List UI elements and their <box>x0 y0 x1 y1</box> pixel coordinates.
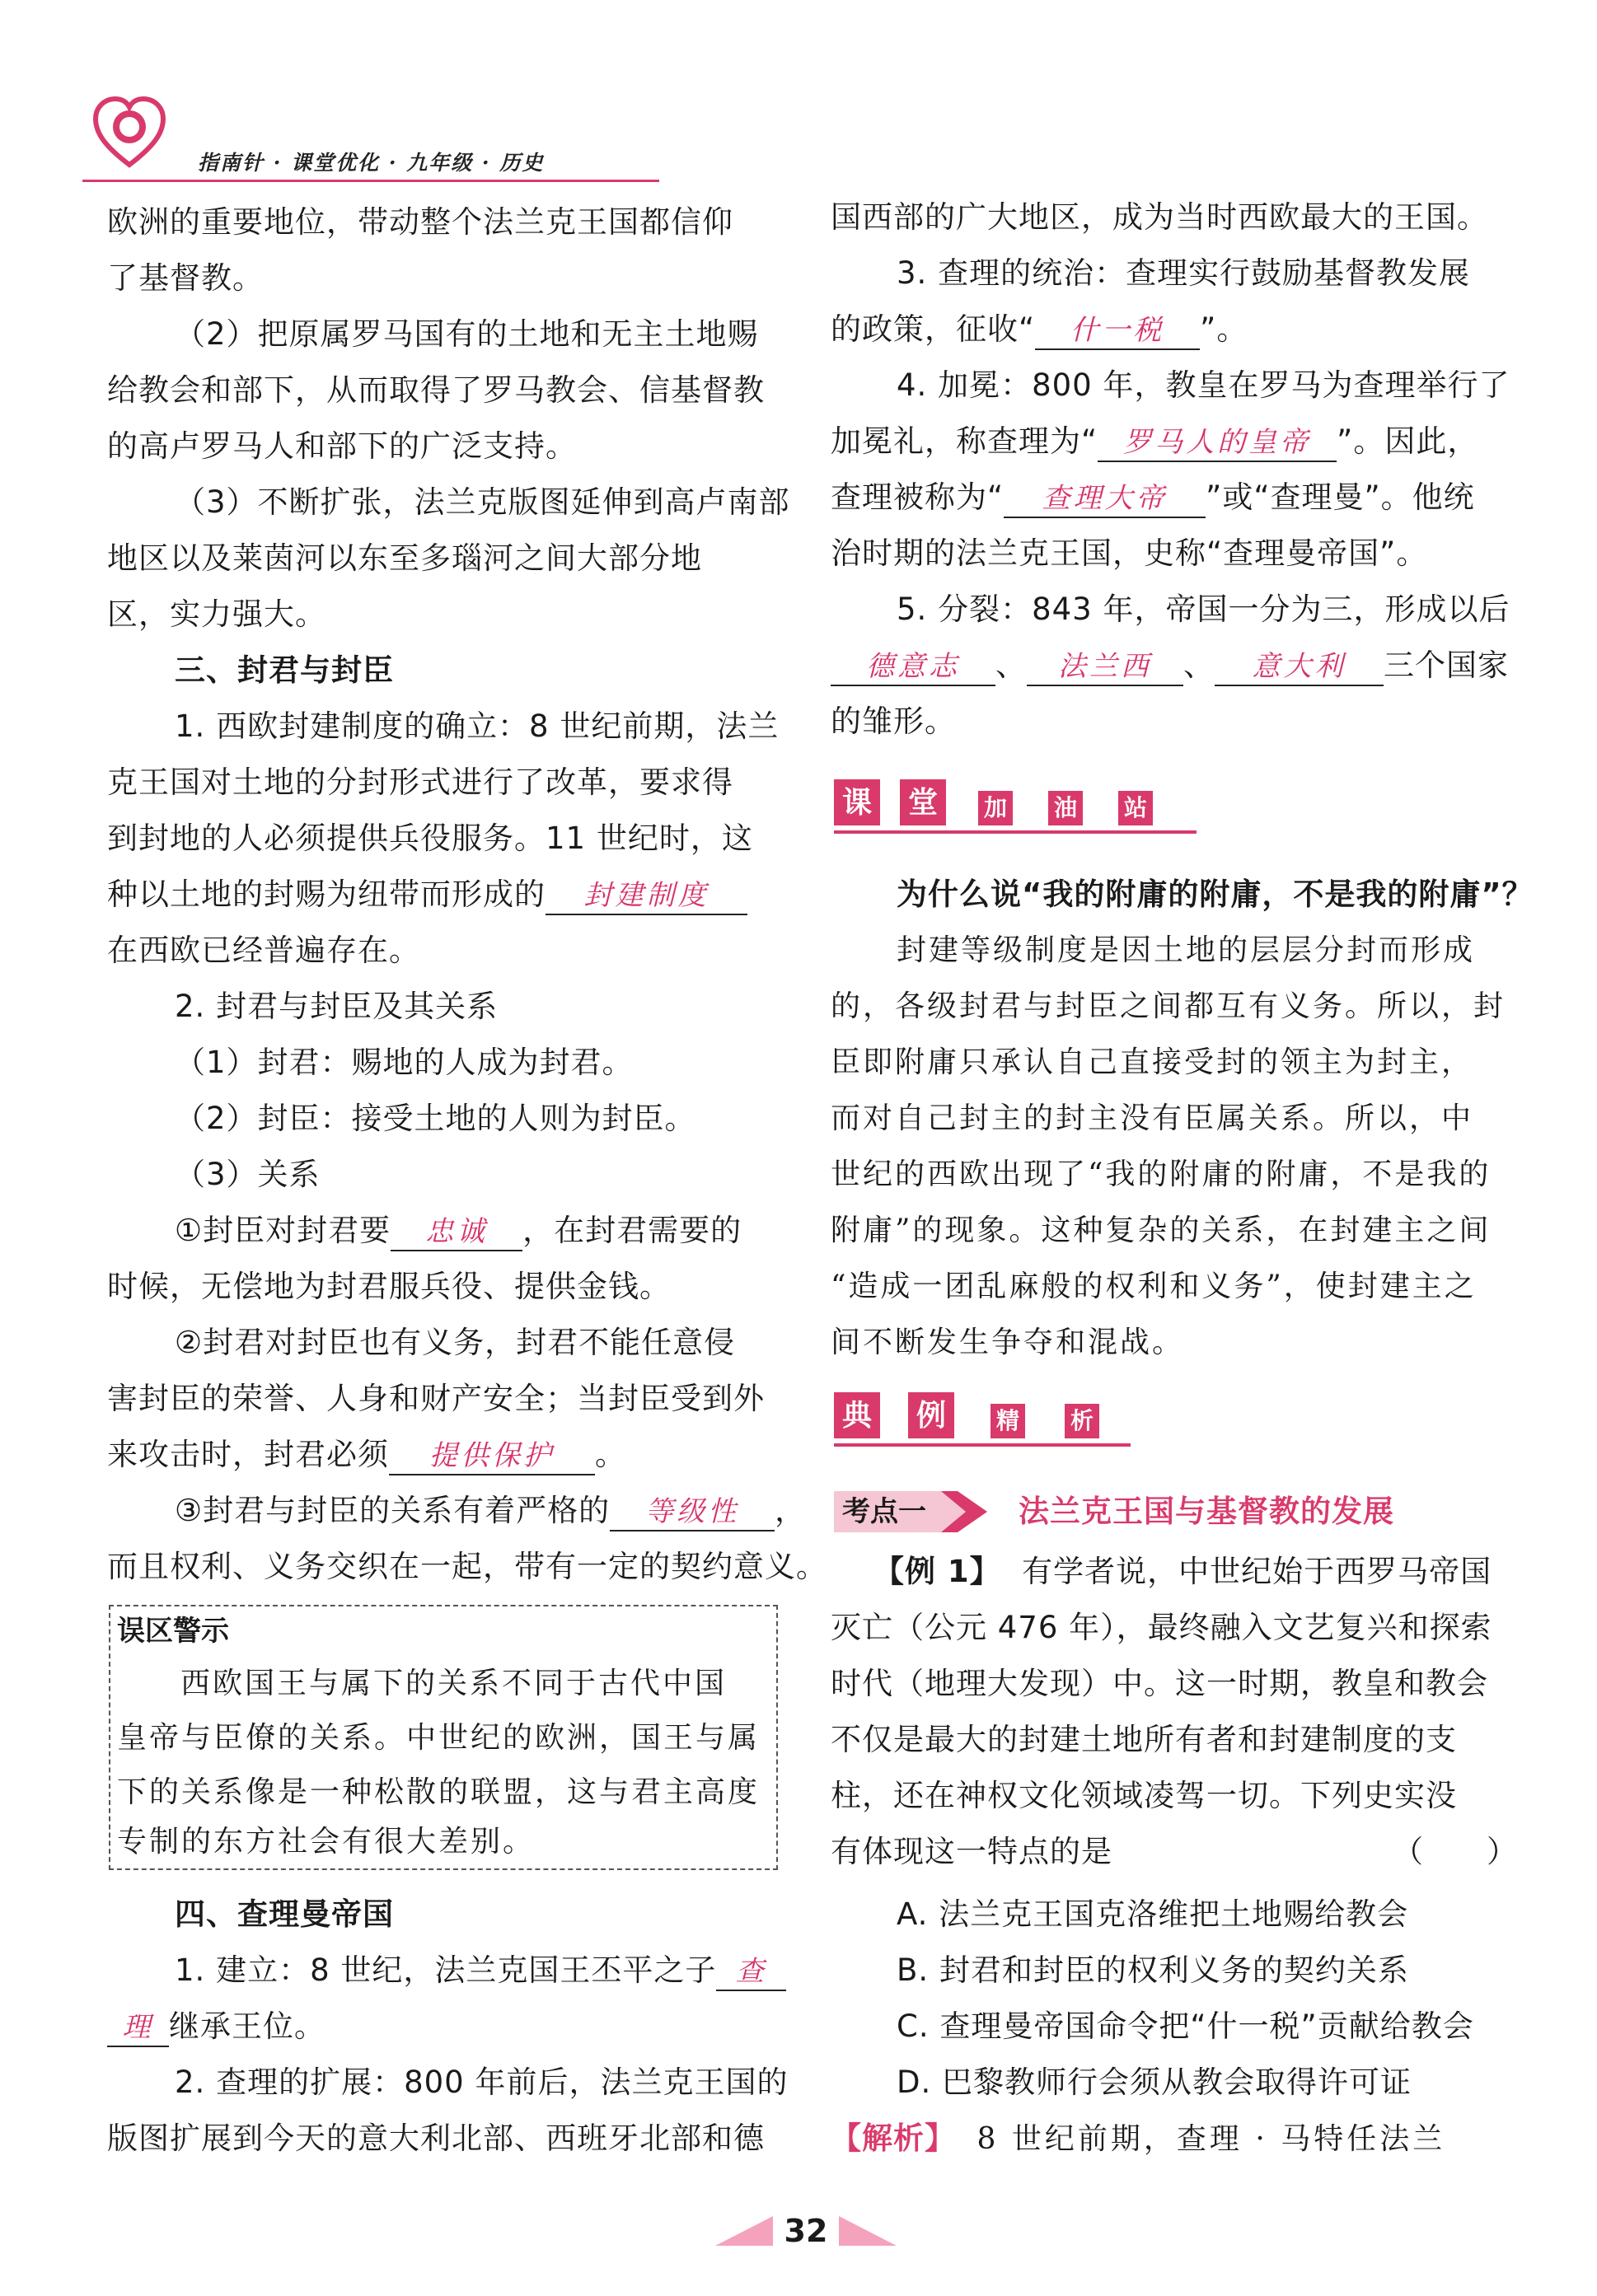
question-answer-2: 的，各级封君与封臣之间都互有义务。所以，封 <box>831 989 1506 1023</box>
analysis-line-1 <box>831 2111 1445 2167</box>
answer-tithe: 什一税 <box>1070 314 1165 347</box>
question-answer-3: 臣即附庸只承认自己直接受封的领主为封主， <box>831 1045 1474 1079</box>
analysis-line-1-text: 8 世纪前期，查理 · 马特任法兰 <box>976 2122 1446 2156</box>
left-s4-1a <box>175 1943 786 1999</box>
answer-france: 法兰西 <box>1058 650 1152 683</box>
right-c1: 国西部的广大地区，成为当时西欧最大的王国。 <box>831 199 1488 235</box>
banner1-char-3: 加 <box>978 791 1013 825</box>
header-divider <box>82 180 659 182</box>
answer-blank-tithe <box>1035 311 1200 350</box>
left-r2b: 害封臣的荣誉、人身和财产安全；当封臣受到外 <box>107 1381 765 1416</box>
left-r1a-post: ，在封君需要的 <box>522 1213 742 1248</box>
right-c2b-pre: 的政策，征收“ <box>831 311 1036 347</box>
answer-charlemagne: 查理大帝 <box>1042 482 1168 515</box>
banner1-char-4: 油 <box>1048 791 1083 825</box>
banner2-char-4: 析 <box>1065 1404 1099 1438</box>
answer-blank-charles-2 <box>107 2008 169 2047</box>
answer-blank-italy <box>1215 647 1384 686</box>
answer-charles-1: 查 <box>735 1955 767 1988</box>
left-r3a <box>175 1483 806 1539</box>
header-subtitle: 指南针 · 课堂优化 · 九年级 · 历史 <box>198 151 545 175</box>
answer-feudal-system: 封建制度 <box>583 879 710 912</box>
banner2-char-1: 典 <box>834 1392 880 1438</box>
banner1-char-1: 课 <box>834 779 880 825</box>
left-r2a: ②封君对封臣也有义务，封君不能任意侵 <box>175 1325 736 1360</box>
key-point-label: 考点一 <box>842 1495 926 1528</box>
left-s4-1a-pre: 1. 建立：8 世纪，法兰克国王丕平之子 <box>175 1952 717 1988</box>
right-c4b-sep2: 、 <box>1183 648 1215 683</box>
answer-roman-emperor: 罗马人的皇帝 <box>1123 426 1312 459</box>
question-answer-7: “造成一团乱麻般的权利和义务”，使封建主之 <box>831 1270 1477 1303</box>
answer-germany: 德意志 <box>866 650 960 683</box>
option-c: C. 查理曼帝国命令把“什一税”贡献给教会 <box>897 2008 1474 2044</box>
left-p2a: （2）把原属罗马国有的土地和无主土地赐 <box>175 316 759 352</box>
left-s3-2-3: （3）关系 <box>175 1157 321 1192</box>
left-p1b: 了基督教。 <box>107 260 264 296</box>
banner-classroom-boost <box>834 779 1197 837</box>
left-s4-1b-post: 继承王位。 <box>169 2008 325 2044</box>
key-point-title: 法兰克王国与基督教的发展 <box>1019 1494 1394 1529</box>
answer-blank-roman-emperor <box>1098 423 1337 462</box>
left-s3-1e: 在西欧已经普遍存在。 <box>107 933 420 968</box>
banner-classroom-boost-underline <box>834 830 1197 834</box>
answer-italy: 意大利 <box>1252 650 1346 683</box>
left-p2b: 给教会和部下，从而取得了罗马教会、信基督教 <box>107 372 765 408</box>
example-line-6: 有体现这一特点的是 <box>831 1834 1112 1869</box>
example-line-3: 时代（地理大发现）中。这一时期，教皇和教会 <box>831 1666 1488 1701</box>
example-label: 【例 1】 <box>873 1554 1001 1589</box>
left-p1a: 欧洲的重要地位，带动整个法兰克王国都信仰 <box>107 204 733 240</box>
question-answer-4: 而对自己封主的封主没有臣属关系。所以，中 <box>831 1101 1474 1135</box>
answer-blank-france <box>1027 647 1183 686</box>
warning-title: 误区警示 <box>117 1615 229 1648</box>
left-r2c-pre: 来攻击时，封君必须 <box>107 1437 389 1472</box>
question-answer-8: 间不断发生争夺和混战。 <box>831 1326 1185 1359</box>
logo-heart-icon <box>89 92 170 173</box>
left-r2c-post: 。 <box>595 1437 626 1472</box>
right-c4b <box>831 638 1509 694</box>
example-line-2: 灭亡（公元 476 年），最终融入文艺复兴和探索 <box>831 1610 1492 1645</box>
left-s3-1d <box>107 867 747 923</box>
left-s3-2: 2. 封君与封臣及其关系 <box>175 989 499 1024</box>
left-s4-2b: 版图扩展到今天的意大利北部、西班牙北部和德 <box>107 2121 765 2156</box>
right-c3c-post: ”或“查理曼”。他统 <box>1206 479 1475 515</box>
left-r3a-post: ， <box>775 1493 807 1528</box>
right-c3b-post: ”。因此， <box>1337 423 1479 459</box>
right-c2a: 3. 查理的统治：查理实行鼓励基督教发展 <box>897 255 1471 291</box>
answer-blank-charles-1 <box>716 1952 786 1991</box>
answer-blank-feudal-system <box>546 876 747 915</box>
warning-line-a: 西欧国王与属下的关系不同于古代中国 <box>180 1667 728 1700</box>
example-line-5: 柱，还在神权文化领域凌驾一切。下列史实没 <box>831 1778 1457 1813</box>
question-answer-1: 封建等级制度是因土地的层层分封而形成 <box>897 933 1476 967</box>
right-c2b <box>831 302 1248 358</box>
left-r3b: 而且权利、义务交织在一起，带有一定的契约意义。 <box>107 1549 827 1584</box>
left-r3a-pre: ③封君与封臣的关系有着严格的 <box>175 1493 611 1528</box>
section4-title: 四、查理曼帝国 <box>175 1896 394 1932</box>
banner1-char-2: 堂 <box>900 779 946 825</box>
answer-loyalty: 忠诚 <box>425 1215 489 1248</box>
right-c3a: 4. 加冕：800 年，教皇在罗马为查理举行了 <box>897 367 1510 403</box>
warning-line-d: 专制的东方社会有很大差别。 <box>117 1825 536 1859</box>
right-c3b <box>831 414 1478 470</box>
left-s3-2-2: （2）封臣：接受土地的人则为封臣。 <box>175 1101 696 1136</box>
answer-blank-charlemagne <box>1004 479 1206 518</box>
left-r2c <box>107 1427 626 1483</box>
left-p3c: 区，实力强大。 <box>107 596 326 632</box>
question-answer-6: 附庸”的现象。这种复杂的关系，在封建主之间 <box>831 1213 1492 1247</box>
right-c3d: 治时期的法兰克王国，史称“查理曼帝国”。 <box>831 535 1428 571</box>
question-answer-5: 世纪的西欧出现了“我的附庸的附庸，不是我的 <box>831 1157 1492 1191</box>
answer-protection: 提供保护 <box>429 1439 555 1472</box>
answer-blank-germany <box>831 647 995 686</box>
question-title: 为什么说“我的附庸的附庸，不是我的附庸”？ <box>897 877 1534 912</box>
key-point-tag <box>834 1488 991 1536</box>
option-a: A. 法兰克王国克洛维把土地赐给教会 <box>897 1896 1409 1932</box>
answer-parentheses: （ ） <box>1393 1834 1518 1869</box>
left-r1a-pre: ①封臣对封君要 <box>175 1213 391 1248</box>
option-d: D. 巴黎教师行会须从教会取得许可证 <box>897 2065 1412 2100</box>
left-p3a: （3）不断扩张，法兰克版图延伸到高卢南部 <box>175 484 790 520</box>
logo <box>89 92 170 173</box>
example-line-1-text: 有学者说，中世纪始于西罗马帝国 <box>1022 1554 1492 1589</box>
right-c3c <box>831 470 1475 526</box>
left-s3-1c: 到封地的人必须提供兵役服务。11 世纪时，这 <box>107 821 753 856</box>
left-s3-1d-text: 种以土地的封赐为纽带而形成的 <box>107 877 546 912</box>
answer-blank-loyalty <box>391 1212 522 1251</box>
banner-example-analysis <box>834 1392 1131 1450</box>
banner-example-analysis-underline <box>834 1443 1131 1447</box>
right-c4c: 的雏形。 <box>831 704 956 739</box>
example-line-1 <box>873 1544 1492 1600</box>
answer-blank-protection <box>389 1436 595 1475</box>
left-s4-2a: 2. 查理的扩展：800 年前后，法兰克王国的 <box>175 2065 789 2100</box>
left-s3-2-1: （1）封君：赐地的人成为封君。 <box>175 1045 634 1080</box>
analysis-label: 【解析】 <box>831 2121 956 2156</box>
right-c3b-pre: 加冕礼，称查理为“ <box>831 423 1098 459</box>
warning-box <box>109 1605 778 1870</box>
right-c4b-sep1: 、 <box>995 648 1027 683</box>
left-s3-1b: 克王国对土地的分封形式进行了改革，要求得 <box>107 765 733 800</box>
warning-line-b: 皇帝与臣僚的关系。中世纪的欧洲，国王与属 <box>117 1721 761 1755</box>
left-s3-1a: 1. 西欧封建制度的确立：8 世纪前期，法兰 <box>175 708 780 744</box>
right-c4b-post: 三个国家 <box>1384 648 1509 683</box>
left-r1a <box>175 1203 742 1259</box>
warning-line-c: 下的关系像是一种松散的联盟，这与君主高度 <box>117 1775 761 1809</box>
right-c2b-post: ”。 <box>1200 311 1248 347</box>
answer-hierarchy: 等级性 <box>645 1495 740 1528</box>
left-s4-1b <box>107 1999 325 2055</box>
right-c3c-pre: 查理被称为“ <box>831 479 1005 515</box>
banner2-char-2: 例 <box>908 1392 954 1438</box>
left-r1b: 时候，无偿地为封君服兵役、提供金钱。 <box>107 1269 671 1304</box>
page-number-bar <box>715 2213 897 2249</box>
section3-title: 三、封君与封臣 <box>175 652 394 688</box>
answer-charles-2: 理 <box>122 2011 154 2044</box>
page-number: 32 <box>784 2213 828 2249</box>
banner2-char-3: 精 <box>991 1404 1025 1438</box>
answer-blank-hierarchy <box>610 1492 775 1531</box>
example-line-4: 不仅是最大的封建土地所有者和封建制度的支 <box>831 1722 1457 1757</box>
right-c4a: 5. 分裂：843 年，帝国一分为三，形成以后 <box>897 592 1510 627</box>
banner1-char-5: 站 <box>1118 791 1153 825</box>
left-p3b: 地区以及莱茵河以东至多瑙河之间大部分地 <box>107 540 702 576</box>
option-b: B. 封君和封臣的权利义务的契约关系 <box>897 1952 1409 1988</box>
left-p2c: 的高卢罗马人和部下的广泛支持。 <box>107 428 577 464</box>
